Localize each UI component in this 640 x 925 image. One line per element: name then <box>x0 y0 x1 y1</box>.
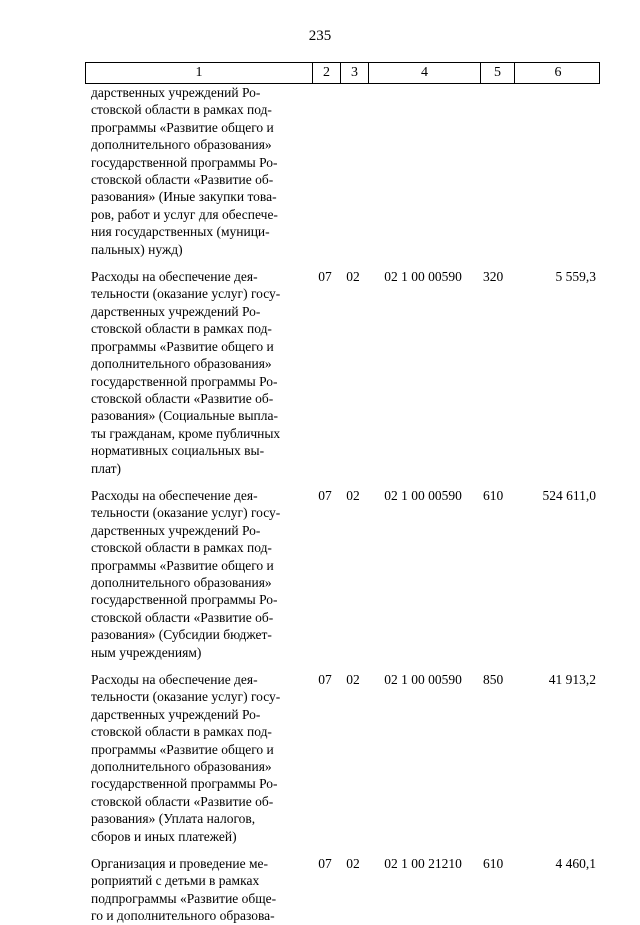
row-description: Организация и проведение ме- роприятий с детьми в рамках подпрограммы «Развитие обще- го и дополнительного образова- <box>91 856 277 924</box>
row-expense-type: 850 <box>483 672 504 687</box>
header-col-5: 5 <box>480 63 514 83</box>
row-subsection: 02 <box>346 487 360 503</box>
row-amount: 41 913,2 <box>548 672 596 687</box>
row-expense-type: 610 <box>483 487 504 503</box>
header-col-4: 4 <box>368 63 480 83</box>
table-row <box>85 855 600 925</box>
row-amount: 524 611,0 <box>542 487 596 503</box>
header-col-1: 1 <box>195 65 203 80</box>
row-target-code: 02 1 00 00590 <box>384 672 462 687</box>
row-description: Расходы на обеспечение дея- тельности (оказание услуг) госу- дарственных учреждений Ро- стовской области в рамках под- программы «Развитие общего и дополнительного образования» государственной программы Ро- стовской области «Развитие об- разования» (Субсидии бюджет- ным учреждениям) <box>91 487 281 660</box>
row-description: Расходы на обеспечение дея- тельности (оказание услуг) госу- дарственных учреждений Ро- стовской области в рамках под- программы «Развитие общего и дополнительного образования» государственной программы Ро- стовской области «Развитие об- разования» (Уплата налогов, сборов и иных платежей) <box>91 672 281 844</box>
row-subsection: 02 <box>346 672 360 687</box>
row-subsection: 02 <box>346 856 360 872</box>
header-col-3: 3 <box>340 63 368 83</box>
row-section <box>311 84 339 258</box>
row-subsection: 02 <box>346 269 360 285</box>
row-target-code: 02 1 00 21210 <box>384 856 462 872</box>
row-target-code: 02 1 00 00590 <box>384 269 462 285</box>
table-row <box>85 84 600 258</box>
row-expense-type <box>479 84 513 258</box>
row-description: дарственных учреждений Ро- стовской области в рамках под- программы «Развитие общего и дополнительного образования» государственной программы Ро- стовской области «Развитие об- разования» (Иные закупки това- ров, работ и услуг для обеспече- ния государственных (муници- пальных) нужд) <box>91 85 278 257</box>
row-amount: 5 559,3 <box>555 269 596 285</box>
row-subsection <box>339 84 367 258</box>
table-row <box>85 487 600 661</box>
row-target-code <box>367 84 479 258</box>
header-col-2: 2 <box>312 63 340 83</box>
table-header-row <box>85 62 600 84</box>
row-expense-type: 320 <box>483 269 504 285</box>
row-amount: 4 460,1 <box>555 856 596 872</box>
row-amount <box>513 84 600 258</box>
page-number: 235 <box>308 28 332 44</box>
header-col-6: 6 <box>514 63 601 83</box>
budget-table <box>85 62 600 925</box>
row-section: 07 <box>318 672 332 687</box>
table-row <box>85 268 600 477</box>
row-target-code: 02 1 00 00590 <box>384 487 462 503</box>
row-expense-type: 610 <box>483 856 504 872</box>
row-section: 07 <box>318 487 332 503</box>
row-description: Расходы на обеспечение дея- тельности (оказание услуг) госу- дарственных учреждений Ро- стовской области в рамках под- программы «Развитие общего и дополнительного образования» государственной программы Ро- стовской области «Развитие об- разования» (Социальные выпла- ты гражданам, кроме публичных нормативных социальных вы- плат) <box>91 269 281 476</box>
table-row <box>85 671 600 845</box>
row-section: 07 <box>318 856 332 872</box>
row-section: 07 <box>318 269 332 285</box>
